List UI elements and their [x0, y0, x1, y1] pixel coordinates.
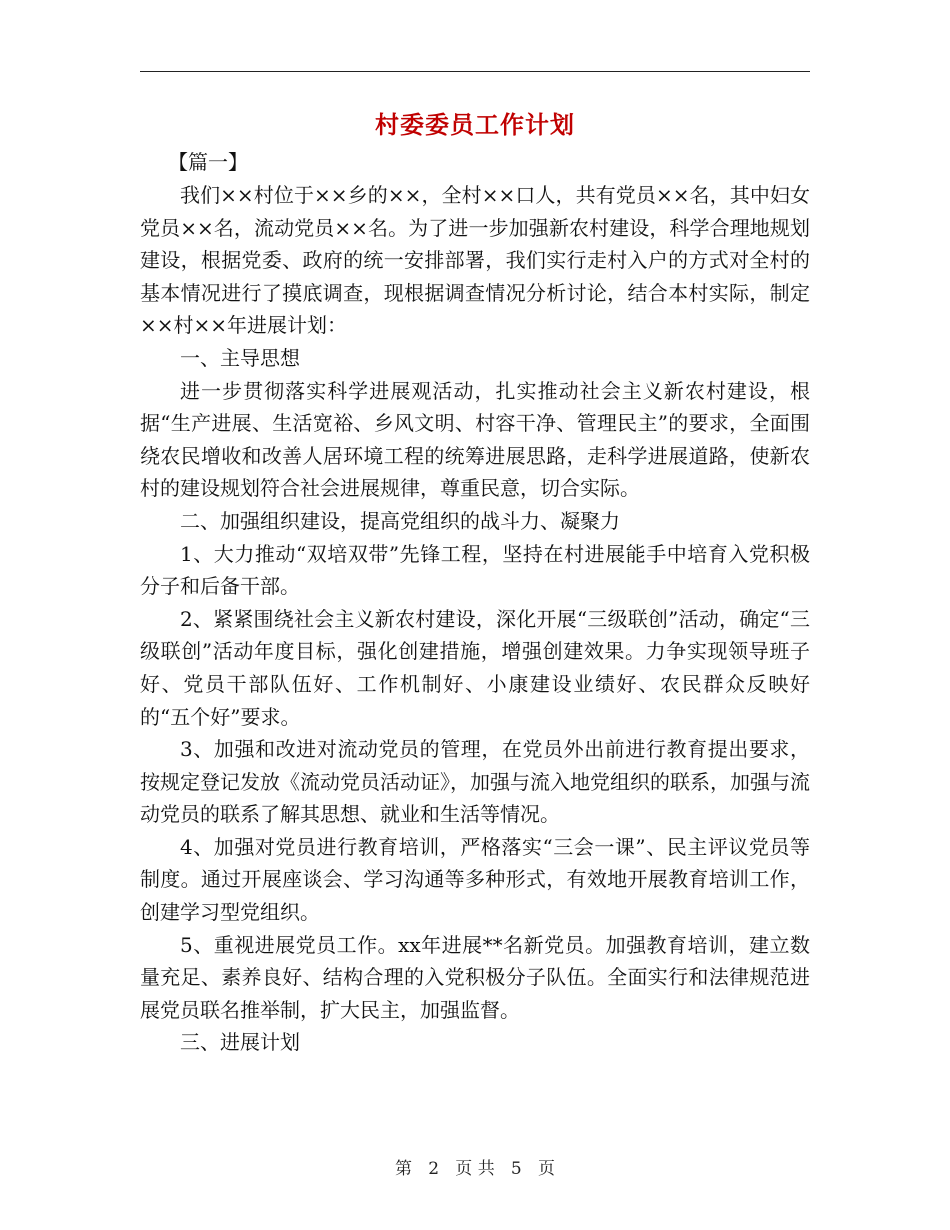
footer-current-page: 2: [428, 1159, 440, 1179]
guiding-ideas-paragraph: 进一步贯彻落实科学进展观活动，扎实推动社会主义新农村建设，根据“生产进展、生活宽裕、乡风文明、村容干净、管理民主”的要求，全面围绕农民增收和改善人居环境工程的统筹进展思路，走科学进展道路，使新农村的建设规划符合社会进展规律，尊重民意，切合实际。: [140, 378, 810, 501]
footer-middle: 页 共: [455, 1159, 495, 1179]
section-heading-organization: 二、加强组织建设，提高党组织的战斗力、凝聚力: [180, 508, 620, 533]
list-item-2: 2、紧紧围绕社会主义新农村建设，深化开展“三级联创”活动，确定“三级联创”活动年度目标，强化创建措施，增强创建效果。力争实现领导班子好、党员干部队伍好、工作机制好、小康建设业绩好、农民群众反映好的“五个好”要求。: [140, 606, 810, 729]
document-title: 村委委员工作计划: [375, 110, 575, 139]
document-body: [140, 179, 810, 1059]
header-rule: [140, 71, 810, 72]
list-item-3: 3、加强和改进对流动党员的管理，在党员外出前进行教育提出要求，按规定登记发放《流动党员活动证》，加强与流入地党组织的联系，加强与流动党员的联系了解其思想、就业和生活等情况。: [140, 737, 810, 827]
footer-prefix: 第: [395, 1159, 413, 1179]
list-item-5: 5、重视进展党员工作。xx年进展**名新党员。加强教育培训，建立数量充足、素养良好、结构合理的入党积极分子队伍。全面实行和法律规范进展党员联名推举制，扩大民主，加强监督。: [140, 932, 810, 1022]
page-footer: [0, 1154, 950, 1179]
section-heading-guiding-ideas: 一、主导思想: [180, 345, 300, 370]
footer-suffix: 页: [537, 1159, 555, 1179]
footer-total-pages: 5: [510, 1159, 522, 1179]
section-tag: 【篇一】: [168, 150, 248, 174]
list-item-1: 1、大力推动“双培双带”先锋工程，坚持在村进展能手中培育入党积极分子和后备干部。: [140, 541, 810, 599]
section-heading-plan: 三、进展计划: [180, 1030, 300, 1055]
list-item-4: 4、加强对党员进行教育培训，严格落实“三会一课”、民主评议党员等制度。通过开展座谈会、学习沟通等多种形式，有效地开展教育培训工作，创建学习型党组织。: [140, 834, 810, 925]
intro-paragraph: 我们××村位于××乡的××，全村××口人，共有党员××名，其中妇女党员××名，流动党员××名。为了进一步加强新农村建设，科学合理地规划建设，根据党委、政府的统一安排部署，我们实行走村入户的方式对全村的基本情况进行了摸底调查，现根据调查情况分析讨论，结合本村实际，制定××村××年进展计划：: [140, 183, 810, 338]
